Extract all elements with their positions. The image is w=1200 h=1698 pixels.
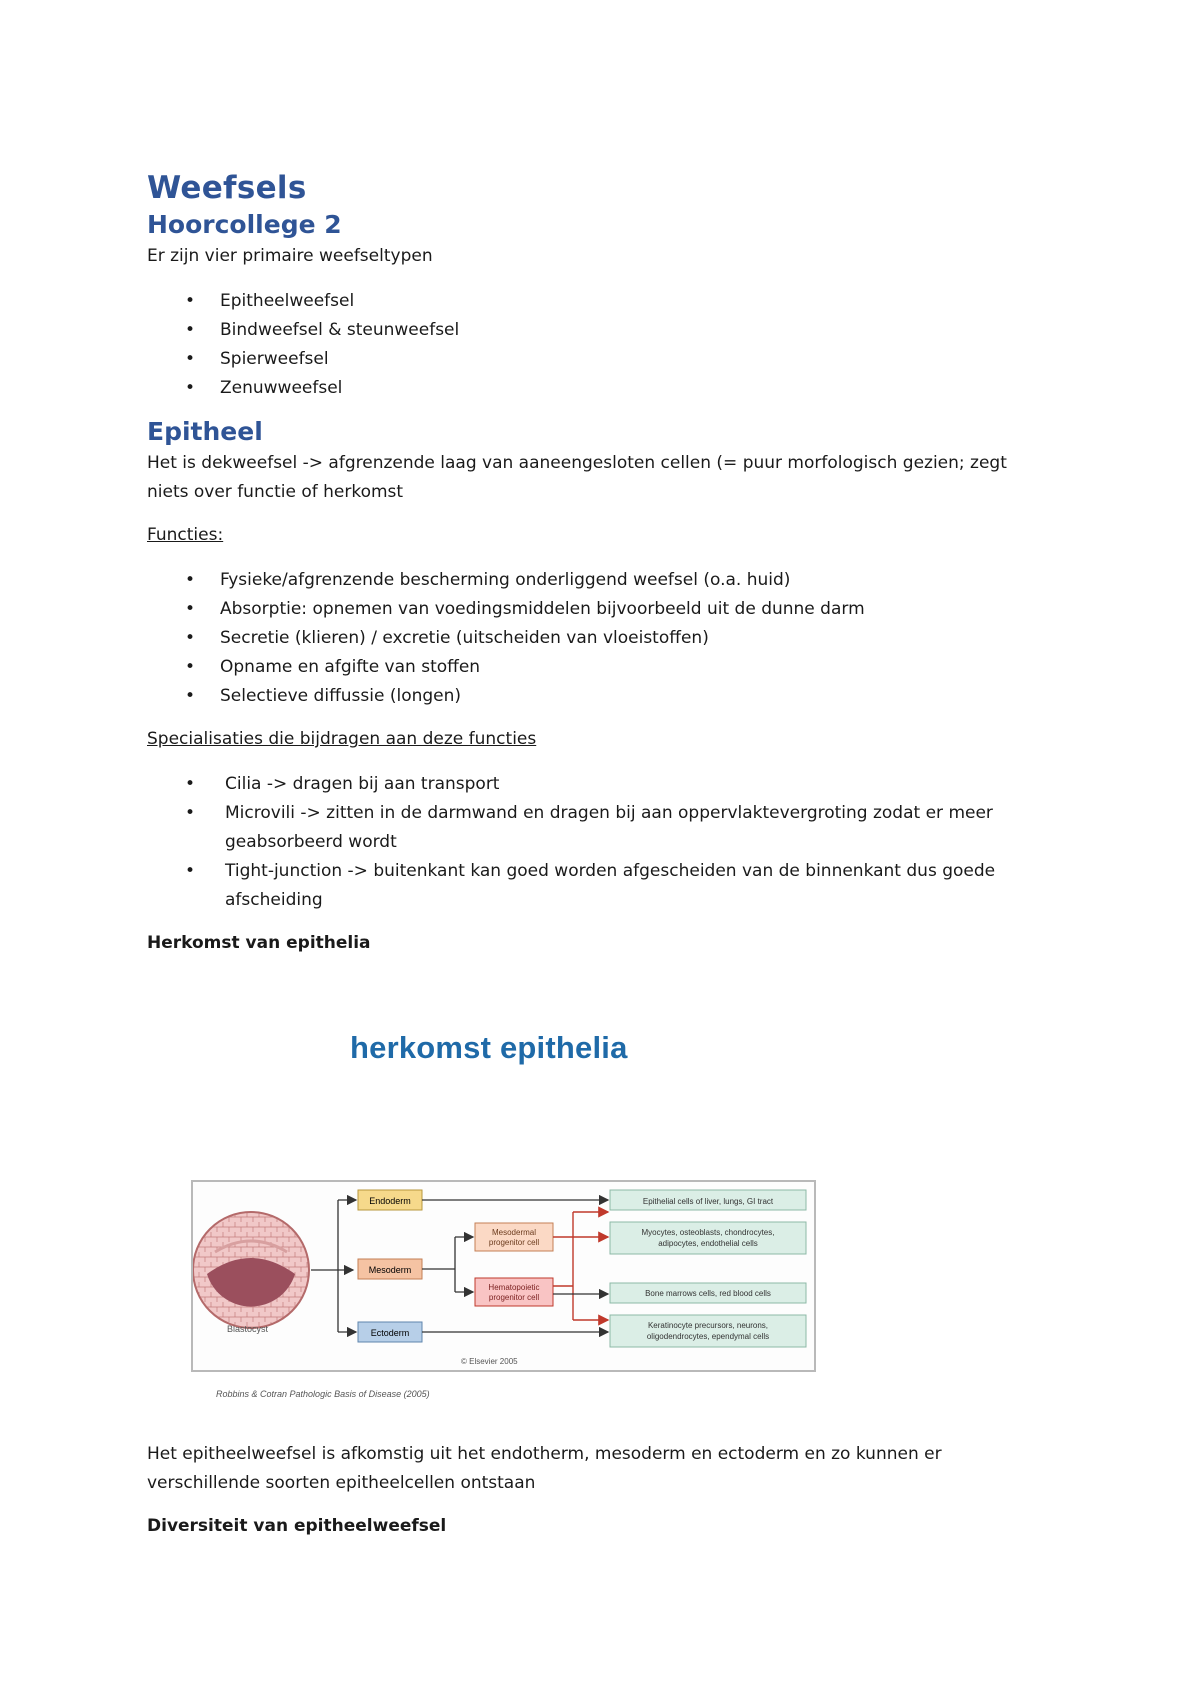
list-item: • Opname en afgifte van stoffen bbox=[147, 653, 1047, 682]
endoderm-label: Endoderm bbox=[369, 1196, 411, 1206]
conclusion-text: Het epitheelweefsel is afkomstig uit het endotherm, mesoderm en ectoderm en zo kunnen er verschillende soorten epitheelcellen ontstaan bbox=[147, 1444, 942, 1493]
bullet-icon: • bbox=[185, 570, 196, 590]
bullet-icon: • bbox=[185, 861, 196, 881]
specializations-label: Specialisaties die bijdragen aan deze functies bbox=[147, 729, 537, 749]
functions-list bbox=[147, 566, 1047, 711]
hematopoietic-progenitor-label-2: progenitor cell bbox=[488, 1293, 540, 1302]
bullet-icon: • bbox=[185, 686, 196, 706]
output-label-mesodermal-2: adipocytes, endothelial cells bbox=[658, 1239, 758, 1248]
mesodermal-progenitor-label-1: Mesodermal bbox=[491, 1228, 537, 1237]
bullet-icon: • bbox=[185, 378, 196, 398]
figure-title: herkomst epithelia bbox=[350, 1030, 628, 1065]
list-item: • Spierweefsel bbox=[147, 345, 1047, 374]
bullet-icon: • bbox=[185, 657, 196, 677]
section-heading-epitheel: Epitheel bbox=[147, 417, 263, 446]
hematopoietic-progenitor-label-1: Hematopoietic bbox=[488, 1283, 540, 1292]
specializations-list bbox=[147, 770, 1047, 915]
bullet-icon: • bbox=[185, 320, 196, 340]
functions-label: Functies: bbox=[147, 525, 224, 545]
bullet-icon: • bbox=[185, 774, 196, 794]
list-item: • Secretie (klieren) / excretie (uitscheiden van vloeistoffen) bbox=[147, 624, 1047, 653]
list-item: • Zenuwweefsel bbox=[147, 374, 1047, 403]
output-box-ectoderm bbox=[610, 1315, 806, 1347]
mesoderm-label: Mesoderm bbox=[368, 1265, 412, 1275]
tissue-types-list bbox=[147, 287, 1047, 403]
lecture-subtitle: Hoorcollege 2 bbox=[147, 210, 342, 239]
ectoderm-label: Ectoderm bbox=[370, 1328, 410, 1338]
bullet-icon: • bbox=[185, 291, 196, 311]
page-title: Weefsels bbox=[147, 170, 307, 206]
output-label-ectoderm-2: oligodendrocytes, ependymal cells bbox=[646, 1332, 770, 1341]
mesodermal-progenitor-label-2: progenitor cell bbox=[488, 1238, 540, 1247]
output-label-hematopoietic: Bone marrows cells, red blood cells bbox=[645, 1289, 771, 1298]
intro-text: Er zijn vier primaire weefseltypen bbox=[147, 246, 433, 266]
figure-caption: Robbins & Cotran Pathologic Basis of Disease (2005) bbox=[216, 1389, 430, 1399]
blastocyst-label: Blastocyst bbox=[227, 1324, 269, 1334]
list-item: • Cilia -> dragen bij aan transport bbox=[147, 770, 1047, 799]
document-body-continued bbox=[147, 1440, 1047, 1541]
list-item: • Microvili -> zitten in de darmwand en dragen bij aan oppervlaktevergroting zodat er meer geabsorbeerd wordt bbox=[147, 799, 1047, 857]
figure-copyright: © Elsevier 2005 bbox=[461, 1357, 518, 1366]
list-item: • Tight-junction -> buitenkant kan goed worden afgescheiden van de binnenkant dus goede afscheiding bbox=[147, 857, 1047, 915]
bullet-icon: • bbox=[185, 803, 196, 823]
bullet-icon: • bbox=[185, 628, 196, 648]
origin-diagram bbox=[191, 1180, 816, 1372]
document-body bbox=[147, 168, 1047, 958]
list-item: • Bindweefsel & steunweefsel bbox=[147, 316, 1047, 345]
output-box-mesodermal bbox=[610, 1222, 806, 1254]
bullet-icon: • bbox=[185, 599, 196, 619]
output-label-endoderm: Epithelial cells of liver, lungs, GI tract bbox=[642, 1197, 774, 1206]
output-label-mesodermal-1: Myocytes, osteoblasts, chondrocytes, bbox=[641, 1228, 775, 1237]
list-item: • Selectieve diffussie (longen) bbox=[147, 682, 1047, 711]
list-item: • Absorptie: opnemen van voedingsmiddelen bijvoorbeeld uit de dunne darm bbox=[147, 595, 1047, 624]
list-item: • Fysieke/afgrenzende bescherming onderliggend weefsel (o.a. huid) bbox=[147, 566, 1047, 595]
origin-diagram-svg bbox=[193, 1182, 814, 1370]
blastocyst-illustration bbox=[193, 1212, 309, 1328]
origin-heading: Herkomst van epithelia bbox=[147, 933, 371, 953]
bullet-icon: • bbox=[185, 349, 196, 369]
diversity-heading: Diversiteit van epitheelweefsel bbox=[147, 1516, 447, 1536]
epitheel-text: Het is dekweefsel -> afgrenzende laag van aaneengesloten cellen (= puur morfologisch gezien; zegt niets over functie of herkomst bbox=[147, 453, 1007, 502]
list-item: • Epitheelweefsel bbox=[147, 287, 1047, 316]
output-label-ectoderm-1: Keratinocyte precursors, neurons, bbox=[647, 1321, 769, 1330]
